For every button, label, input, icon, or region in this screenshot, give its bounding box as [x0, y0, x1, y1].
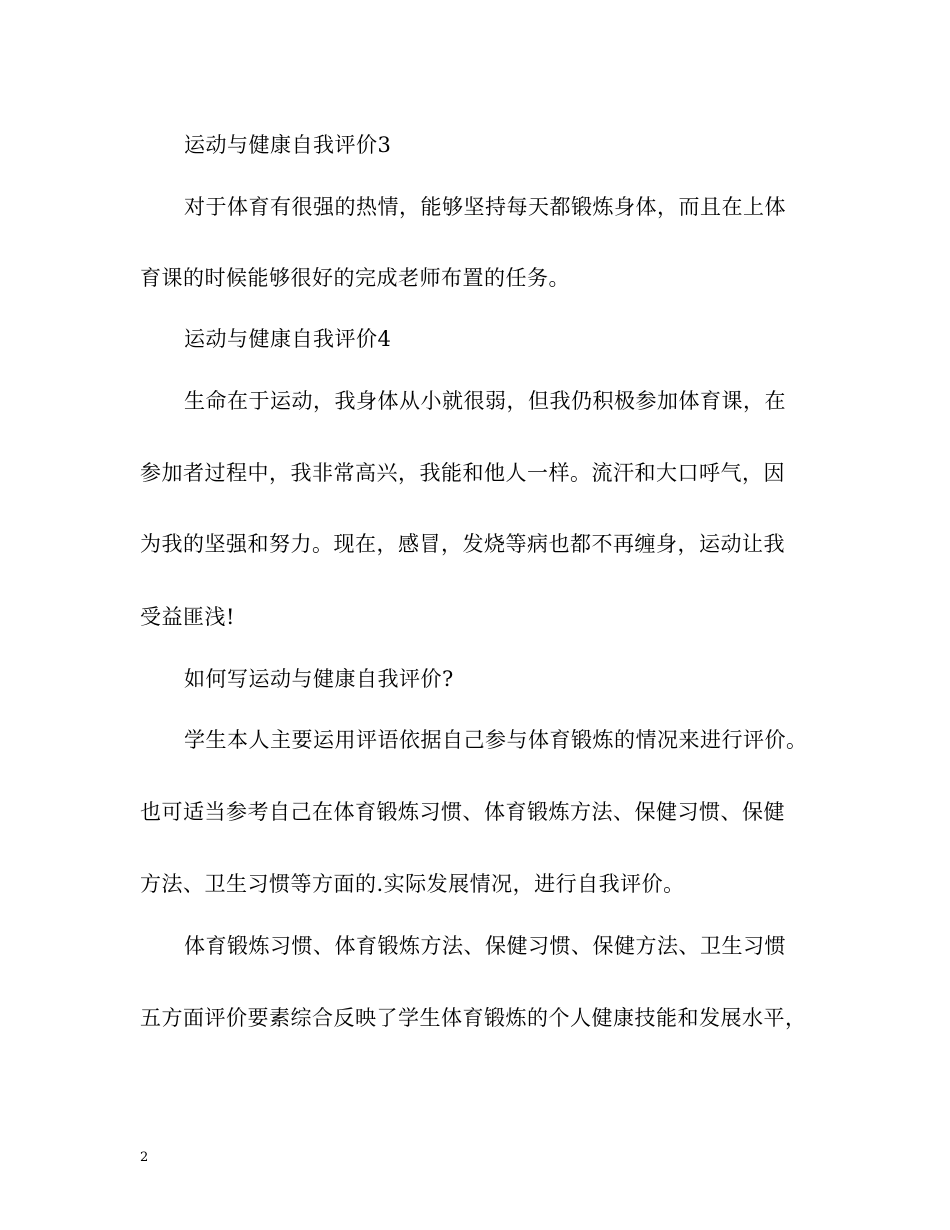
- page-number: 2: [140, 1150, 149, 1165]
- paragraph-line: 也可适当参考自己在体育锻炼习惯、体育锻炼方法、保健习惯、保健: [140, 800, 785, 824]
- paragraph-line: 育课的时候能够很好的完成老师布置的任务。: [140, 266, 570, 290]
- paragraph-line: 五方面评价要素综合反映了学生体育锻炼的个人健康技能和发展水平，: [140, 1006, 807, 1030]
- heading-how-to-write: 如何写运动与健康自我评价?: [184, 667, 454, 691]
- paragraph-line: 方法、卫生习惯等方面的.实际发展情况，进行自我评价。: [140, 872, 685, 896]
- heading-self-evaluation-4: 运动与健康自我评价4: [184, 327, 392, 351]
- paragraph-line: 对于体育有很强的热情，能够坚持每天都锻炼身体，而且在上体: [184, 195, 786, 219]
- paragraph-line: 学生本人主要运用评语依据自己参与体育锻炼的情况来进行评价。: [184, 728, 808, 752]
- paragraph-line: 参加者过程中，我非常高兴，我能和他人一样。流汗和大口呼气，因: [140, 461, 785, 485]
- paragraph-line: 体育锻炼习惯、体育锻炼方法、保健习惯、保健方法、卫生习惯: [184, 934, 786, 958]
- paragraph-line: 受益匪浅!: [140, 605, 235, 629]
- paragraph-line: 为我的坚强和努力。现在，感冒，发烧等病也都不再缠身，运动让我: [140, 532, 785, 556]
- heading-self-evaluation-3: 运动与健康自我评价3: [184, 133, 392, 157]
- paragraph-line: 生命在于运动，我身体从小就很弱，但我仍积极参加体育课，在: [184, 389, 786, 413]
